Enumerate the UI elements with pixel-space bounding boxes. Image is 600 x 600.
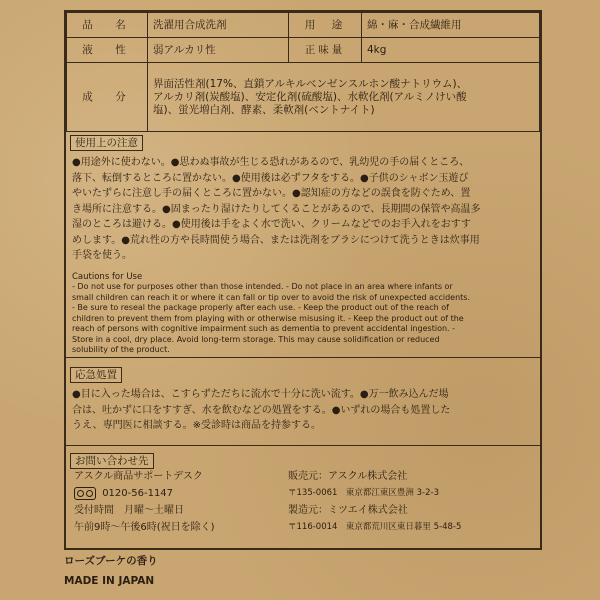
spec-row-property bbox=[67, 38, 540, 63]
contact-right bbox=[288, 468, 461, 536]
product-label-panel bbox=[64, 10, 542, 550]
first-aid-line: ●目に入った場合は、こすらずただちに流水で十分に洗い流す。●万一飲み込んだ場 bbox=[72, 389, 449, 400]
property-value: 弱アルカリ性 bbox=[148, 38, 289, 63]
section-divider bbox=[66, 357, 540, 358]
cautions-jp-line: き場所に注意する。●固まったり湿けたりしてくることがあるので、長期間の保管や高温多 bbox=[72, 203, 481, 215]
cautions-en-line: - Do not use for purposes other than those intended. - Do not place in an area where infants or bbox=[72, 282, 453, 291]
spec-row-ingredients bbox=[67, 63, 540, 132]
cautions-jp-line: 湿のところは避ける。●使用後は手をよく水で洗い、クリームなどでのお手入れをおすす bbox=[72, 219, 471, 230]
cautions-jp-line: めします。●荒れ性の方や長時間使う場合、または洗剤をブラシにつけて洗うときは炊事用 bbox=[72, 234, 480, 246]
spec-table bbox=[66, 12, 540, 132]
ingredients-line: アルカリ剤(炭酸塩)、安定化剤(硫酸塩)、水軟化剤(アルミノけい酸 bbox=[153, 90, 467, 103]
origin-text: MADE IN JAPAN bbox=[64, 575, 155, 587]
first-aid-body bbox=[72, 387, 532, 434]
cautions-en-title: Cautions for Use bbox=[72, 271, 143, 282]
support-desk-name: アスクル商品サポートデスク bbox=[74, 471, 203, 482]
hours-label: 受付時間 月曜～土曜日 bbox=[74, 505, 184, 516]
cautions-en-line: solubility of the product. bbox=[72, 345, 170, 354]
ingredients-value bbox=[148, 63, 540, 132]
ingredients-label: 成 分 bbox=[67, 63, 148, 132]
cautions-jp-line: ●用途外に使わない。●思わぬ事故が生じる恐れがあるので、乳幼児の手の届くところ、 bbox=[72, 157, 470, 168]
spec-row-name bbox=[67, 13, 540, 38]
net-label: 正味量 bbox=[289, 38, 362, 63]
cautions-en bbox=[72, 272, 532, 356]
maker-label: 製造元：ミツエイ株式会社 bbox=[288, 505, 408, 516]
usage-label: 用 途 bbox=[289, 13, 362, 38]
first-aid-line: 合は、吐かずに口をすすぎ、水を飲むなどの処置をする。●いずれの場合も処置した bbox=[72, 404, 451, 416]
phone-number: 0120-56-1147 bbox=[102, 488, 174, 499]
cautions-jp-line: 手袋を使う。 bbox=[72, 250, 132, 261]
cautions-jp-line: やいたずらに注意し手の届くところに置かない。●認知症の方などの誤食を防ぐため、置 bbox=[72, 188, 471, 199]
section-divider bbox=[66, 445, 540, 446]
property-label: 液 性 bbox=[67, 38, 148, 63]
product-name-label: 品 名 bbox=[67, 13, 148, 38]
seller-address: 〒135-0061 東京都江東区豊洲 3-2-3 bbox=[288, 488, 439, 498]
cautions-section bbox=[70, 131, 534, 356]
cautions-jp-line: 落下、転倒するところに置かない。●使用後は必ずフタをする。●子供のシャボン玉遊び bbox=[72, 172, 469, 184]
cautions-en-line: - Be sure to reseal the package properly after each use. - Keep the product out of the reach of bbox=[72, 303, 449, 312]
cautions-en-line: reach of persons with cognitive impairment such as dementia to prevent accidental ingestion. - bbox=[72, 324, 456, 333]
usage-value: 綿・麻・合成繊維用 bbox=[362, 13, 540, 38]
maker-address: 〒116-0014 東京都荒川区東日暮里 5-48-5 bbox=[288, 522, 462, 532]
first-aid-section bbox=[70, 363, 534, 434]
first-aid-line: うえ、専門医に相談する。※受診時は商品を持参する。 bbox=[72, 420, 321, 431]
contact-section bbox=[70, 449, 534, 469]
cautions-en-line: Store in a cool, dry place. Avoid long-term storage. This may cause solidification or reduced bbox=[72, 334, 440, 344]
seller-label: 販売元：アスクル株式会社 bbox=[288, 471, 408, 482]
cautions-jp bbox=[72, 155, 532, 264]
cautions-title: 使用上の注意 bbox=[70, 135, 143, 151]
cautions-en-line: children to prevent them from playing with or otherwise misusing it. - Keep the product out of the bbox=[72, 313, 464, 323]
cautions-en-line: small children can reach it or where it can fall or tip over to avoid the risk of unexpected accidents. bbox=[72, 292, 471, 302]
ingredients-line: 界面活性剤(17%、直鎖アルキルベンゼンスルホン酸ナトリウム)、 bbox=[153, 77, 468, 90]
first-aid-title: 応急処置 bbox=[70, 367, 122, 383]
contact-left bbox=[74, 468, 215, 536]
product-name-value: 洗濯用合成洗剤 bbox=[148, 13, 289, 38]
contact-title: お問い合わせ先 bbox=[70, 453, 154, 469]
scent-text: ローズブーケの香り bbox=[64, 555, 158, 567]
phone-row bbox=[74, 485, 215, 502]
hours-value: 午前9時～午後6時(祝日を除く) bbox=[74, 522, 215, 533]
ingredients-line: 塩)、蛍光増白剤、酵素、柔軟剤(ベントナイト) bbox=[153, 103, 375, 116]
free-dial-icon bbox=[74, 487, 96, 500]
net-value: 4kg bbox=[362, 38, 540, 63]
